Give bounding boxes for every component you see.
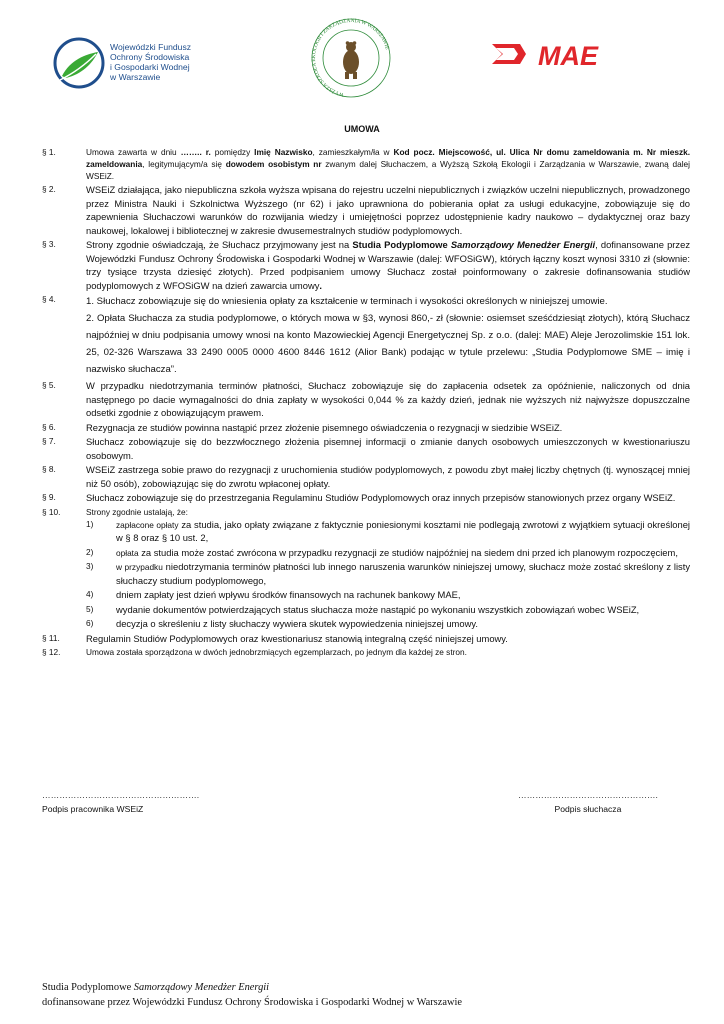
- paragraph-6: [42, 421, 690, 435]
- signature-line: ……………………………………………….: [42, 790, 200, 800]
- paragraph-number: § 10.: [42, 506, 61, 517]
- paragraph-12: [42, 646, 690, 658]
- svg-text:WYŻSZA SZKOŁA EKOLOGII I ZARZĄ: WYŻSZA SZKOŁA EKOLOGII I ZARZĄDZANIA W WARSZAWIE: [311, 18, 391, 98]
- text: za studia może zostać zwrócona w przypadku rezygnacji ze studiów najpóźniej na siedem dni przed ich planowym rozpoczęciem,: [138, 546, 678, 558]
- text: Strony zgodnie oświadczają, że Słuchacz przyjmowany jest na: [86, 239, 353, 250]
- text: decyzja o skreśleniu z listy słuchaczy wywiera skutek wypowiedzenia niniejszej umowy.: [116, 618, 478, 629]
- wfosigw-line: w Warszawie: [110, 72, 161, 82]
- paragraph-number: § 11.: [42, 632, 60, 643]
- list-item-number: 6): [86, 618, 94, 628]
- mae-logo-text: MAE: [538, 41, 598, 70]
- paragraph-number: § 3.: [42, 239, 56, 249]
- list-item: [86, 518, 690, 545]
- paragraph-number: § 7.: [42, 436, 56, 446]
- program-title: Samorządowy Menedżer Energii: [450, 239, 596, 250]
- paragraph-text: WSEiZ działająca, jako niepubliczna szkoła wyższa wpisana do rejestru uczelni niepublicznych i związków uczelni niepublicznych, prowadzonego przez Ministra Nauki i Szkolnictwa Wyższego (nr 62) i jako uprawniona do pobierania opłat za usługi edukacyjne, zobowiązuje się do zapewnienia Słuchaczowi warunków do rozwijania wiedzy i umiejętności poprzez udostępnienie kadry naukowo – dydaktycznej oraz bazy naukowej, lokalowej i bibliotecznej w zakresie dwusemestralnych studiów podyplomowych.: [86, 184, 690, 236]
- wfosigw-line: Ochrony Środowiska: [110, 52, 190, 62]
- text: Umowa zawarta w dniu: [86, 147, 181, 157]
- paragraph-7: [42, 435, 690, 462]
- paragraph-number: § 6.: [42, 421, 56, 432]
- paragraph-10: [42, 506, 690, 631]
- paragraph-9: [42, 491, 690, 505]
- list-item-number: 3): [86, 561, 94, 571]
- paragraph-number: § 8.: [42, 464, 56, 474]
- paragraph-11: [42, 632, 690, 646]
- address-placeholder: Kod pocz. Miejscowość, ul. Ulica Nr domu zameldowania m. Nr mieszk. zameldowania: [86, 147, 691, 169]
- signature-line: ………………………………………….: [518, 790, 658, 800]
- text: , dofinansowane przez Wojewódzki Fundusz Ochrony Środowiska i Gospodarki Wodnej w Warszawie (dalej: WFOSiGW), których łączny koszt wynosi 3310 zł (słownie: trzy tysiące trzysta dziesięć złotych). Przed podpisaniem umowy Słuchacz został poinformowany o zakresie dofinansowania studiów podyplomowych z WFOSiGW na dzień zawarcia umowy: [86, 239, 691, 291]
- footer-line-1: [42, 980, 682, 995]
- paragraph-text: Słuchacz zobowiązuje się do bezzwłocznego złożenia pisemnej informacji o zmianie danych osobowych umieszczonych w kwestionariuszu osobowym.: [86, 436, 690, 461]
- list-item: [86, 546, 690, 560]
- paragraph-number: § 1.: [42, 147, 56, 157]
- paragraph-number: § 12.: [42, 647, 61, 657]
- text: , zamieszkałym/ła w: [312, 147, 394, 157]
- text: , legitymującym/a się: [142, 159, 226, 169]
- text: za studia, jako opłaty związane z faktycznie poniesionymi kosztami nie podlegają zwrotowi z wyjątkiem sytuacji określonej w § 8 oraz § 10 ust. 2,: [116, 518, 691, 543]
- document-title: UMOWA: [344, 124, 380, 134]
- list-item-number: 1): [86, 518, 94, 529]
- paragraph-3: [42, 238, 690, 292]
- list-item-number: 4): [86, 589, 94, 599]
- text: w przypadku: [116, 562, 163, 572]
- paragraph-text: Umowa została sporządzona w dwóch jednobrzmiących egzemplarzach, po jednym dla każdej ze stron.: [86, 647, 467, 657]
- footer-line-2: dofinansowane przez Wojewódzki Fundusz Ochrony Środowiska i Gospodarki Wodnej w Warszawie: [42, 997, 462, 1008]
- paragraph-1: [42, 146, 690, 182]
- text: zapłacone opłaty: [116, 519, 179, 530]
- program-title: Samorządowy Menedżer Energii: [133, 982, 270, 993]
- mae-logo: [490, 40, 650, 70]
- text: niedotrzymania terminów płatności lub innego naruszenia warunków niniejszej umowy, słuchacz może zostać skreślony z listy słuchaczy studium podyplomowego,: [116, 561, 691, 586]
- text: .: [319, 279, 323, 291]
- text: opłata: [116, 547, 139, 558]
- text: wydanie dokumentów potwierdzających status słuchacza może nastąpić po wykonaniu wszystkich zobowiązań wobec WSEiZ,: [116, 603, 640, 615]
- paragraph-text: W przypadku niedotrzymania terminów płatności, Słuchacz zobowiązuje się do zapłacenia odsetek za opóźnienie, naliczonych od dnia następnego po dacie wymagalności do dnia zapłaty w wysokości 0,044 % za każdy dzień, jednak nie wyższych niż najwyższe dopuszczalne odsetki zgodnie z obowiązującym prawem.: [86, 380, 690, 418]
- signature-label: Podpis słuchacza: [554, 804, 622, 814]
- page-footer: [42, 980, 682, 1010]
- page-header: [0, 0, 724, 110]
- signature-employee: [42, 788, 199, 816]
- wfosigw-logo: [52, 36, 222, 96]
- list-item: [86, 617, 690, 631]
- id-placeholder: dowodem osobistym nr: [225, 159, 322, 169]
- paragraph-text: Rezygnacja ze studiów powinna nastąpić przez złożenie pisemnego oświadczenia o rezygnacji w siedzibie WSEiZ.: [86, 421, 563, 433]
- paragraph-text: Regulamin Studiów Podyplomowych oraz kwestionariusz stanowią integralną część niniejszej umowy.: [86, 632, 508, 644]
- paragraph-number: § 5.: [42, 380, 56, 390]
- paragraph-text: Słuchacz zobowiązuje się do przestrzegania Regulaminu Studiów Podyplomowych oraz innych przepisów stanowionych przez organy WSEiZ.: [86, 492, 676, 503]
- text: Studia Podyplomowe: [42, 982, 134, 993]
- paragraph-number: § 2.: [42, 184, 56, 194]
- wfosigw-name: [110, 42, 222, 82]
- contract-body: [42, 146, 690, 659]
- signature-student: [518, 788, 658, 816]
- paragraph-2: [42, 183, 690, 237]
- wfosigw-leaf-icon: [52, 36, 106, 90]
- paragraph-8: [42, 463, 690, 490]
- paragraph-number: § 9.: [42, 492, 56, 502]
- signature-label: Podpis pracownika WSEiZ: [42, 804, 144, 814]
- paragraph-text: 1. Słuchacz zobowiązuje się do wniesienia opłaty za kształcenie w terminach i wysokości określonych w niniejszej umowie.: [86, 296, 608, 307]
- paragraph-intro: Strony zgodnie ustalają, że:: [86, 506, 188, 517]
- list-item-number: 2): [86, 546, 94, 557]
- text: zwanym dalej Słuchaczem, a Wyższą Szkołą Ekologii i Zarządzania w Warszawie, zwaną dalej WSEiZ.: [86, 159, 690, 181]
- list-item: [86, 603, 690, 617]
- paragraph-4: [42, 293, 690, 378]
- text: dniem zapłaty jest dzień wpływu środków finansowych na rachunek bankowy MAE,: [116, 589, 461, 600]
- list-item-number: 5): [86, 603, 94, 614]
- paragraph-number: § 4.: [42, 294, 56, 304]
- date-placeholder: …….. r.: [180, 147, 211, 157]
- list-item: [86, 560, 690, 587]
- paragraph-5: [42, 379, 690, 420]
- text: pomiędzy: [210, 147, 255, 157]
- wfosigw-line: i Gospodarki Wodnej: [110, 62, 190, 72]
- wseiz-seal-logo: [308, 18, 394, 98]
- paragraph-text: 2. Opłata Słuchacza za studia podyplomowe, o których mowa w §3, wynosi 860,- zł (słownie: osiemset sześćdziesiąt złotych), którą Słuchacz najpóźniej w dniu podpisania umowy wnosi na konto Mazowieckiej Agencji Energetycznej Sp. z o.o. (dalej: MAE) Aleje Jerozolimskie 151 lok. 25, 02-326 Warszawa 33 2490 0005 0000 4600 8446 1612 (Alior Bank) podając w tytule przelewu: „Studia Podyplomowe SME – imię i nazwisko słuchacza”.: [86, 313, 690, 375]
- list-item: [86, 588, 690, 602]
- paragraph-text: WSEiZ zastrzega sobie prawo do rezygnacji z uruchomienia studiów podyplomowych, z powodu zbyt małej liczby chętnych (tj. wynoszącej mniej niż 50 osób), zobowiązując się do zwrotu wpłaconej opłaty.: [86, 464, 690, 489]
- name-placeholder: Imię Nazwisko: [254, 147, 313, 157]
- program-name: Studia Podyplomowe: [352, 239, 451, 250]
- bear-icon: [343, 41, 359, 79]
- wfosigw-line: Wojewódzki Fundusz: [110, 42, 192, 52]
